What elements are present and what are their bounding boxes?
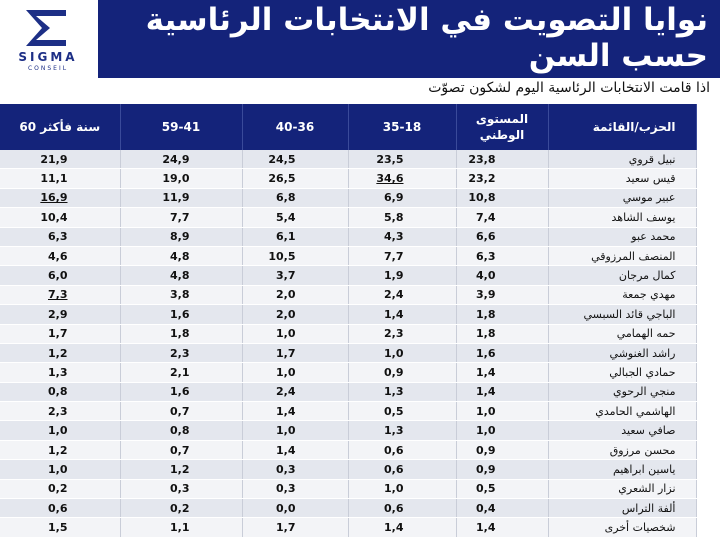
cell-60plus: 1,0 bbox=[0, 460, 120, 479]
cell-national: 1,0 bbox=[456, 421, 548, 440]
cell-41-59: 0,7 bbox=[120, 440, 242, 459]
cell-36-40: 0,3 bbox=[242, 460, 348, 479]
page-title: نوايا التصويت في الانتخابات الرئاسية حسب السن bbox=[145, 2, 708, 74]
cell-party-name: يوسف الشاهد bbox=[548, 208, 696, 227]
cell-60plus: 11,1 bbox=[0, 169, 120, 188]
cell-60plus: 6,3 bbox=[0, 227, 120, 246]
cell-60plus: 1,5 bbox=[0, 518, 120, 537]
cell-national: 0,9 bbox=[456, 460, 548, 479]
table-row bbox=[0, 285, 696, 304]
cell-36-40: 0,3 bbox=[242, 479, 348, 498]
cell-national: 6,6 bbox=[456, 227, 548, 246]
cell-41-59: 1,6 bbox=[120, 382, 242, 401]
cell-36-40: 1,7 bbox=[242, 518, 348, 537]
cell-36-40: 6,1 bbox=[242, 227, 348, 246]
cell-18-35: 1,3 bbox=[348, 421, 456, 440]
cell-18-35: 1,4 bbox=[348, 518, 456, 537]
table-row bbox=[0, 246, 696, 265]
cell-41-59: 4,8 bbox=[120, 246, 242, 265]
cell-60plus: 0,2 bbox=[0, 479, 120, 498]
cell-national: 6,3 bbox=[456, 246, 548, 265]
cell-party-name: الباجي قائد السبسي bbox=[548, 305, 696, 324]
cell-18-35: 4,3 bbox=[348, 227, 456, 246]
table-row bbox=[0, 382, 696, 401]
cell-party-name: قيس سعيد bbox=[548, 169, 696, 188]
cell-party-name: الهاشمي الحامدي bbox=[548, 402, 696, 421]
cell-41-59: 2,3 bbox=[120, 343, 242, 362]
cell-41-59: 24,9 bbox=[120, 150, 242, 169]
cell-41-59: 2,1 bbox=[120, 363, 242, 382]
cell-national: 1,8 bbox=[456, 324, 548, 343]
table-row bbox=[0, 150, 696, 169]
table-row bbox=[0, 518, 696, 537]
cell-party-name: صافي سعيد bbox=[548, 421, 696, 440]
col-header-60plus: 60 سنة فأكثر bbox=[0, 104, 120, 150]
table-row bbox=[0, 324, 696, 343]
table-row bbox=[0, 421, 696, 440]
question-subtitle: اذا قامت الانتخابات الرئاسية اليوم لشكون تصوّت bbox=[428, 80, 710, 96]
cell-60plus: 4,6 bbox=[0, 246, 120, 265]
table-row bbox=[0, 188, 696, 207]
table-row bbox=[0, 208, 696, 227]
cell-41-59: 19,0 bbox=[120, 169, 242, 188]
table-row bbox=[0, 460, 696, 479]
cell-36-40: 3,7 bbox=[242, 266, 348, 285]
table-row bbox=[0, 169, 696, 188]
cell-36-40: 1,7 bbox=[242, 343, 348, 362]
col-header-36-40: 40-36 bbox=[242, 104, 348, 150]
cell-41-59: 0,7 bbox=[120, 402, 242, 421]
table-header-row bbox=[0, 104, 696, 150]
cell-national: 0,4 bbox=[456, 499, 548, 518]
col-header-party: الحزب/القائمة bbox=[548, 104, 696, 150]
cell-41-59: 1,1 bbox=[120, 518, 242, 537]
cell-national: 3,9 bbox=[456, 285, 548, 304]
cell-60plus: 2,3 bbox=[0, 402, 120, 421]
cell-36-40: 26,5 bbox=[242, 169, 348, 188]
cell-party-name: محمد عبو bbox=[548, 227, 696, 246]
cell-60plus: 1,2 bbox=[0, 343, 120, 362]
cell-18-35: 1,3 bbox=[348, 382, 456, 401]
cell-36-40: 1,4 bbox=[242, 402, 348, 421]
cell-60plus: 21,9 bbox=[0, 150, 120, 169]
cell-party-name: راشد الغنوشي bbox=[548, 343, 696, 362]
cell-18-35: 1,0 bbox=[348, 479, 456, 498]
cell-60plus: 10,4 bbox=[0, 208, 120, 227]
cell-36-40: 6,8 bbox=[242, 188, 348, 207]
results-table bbox=[0, 104, 697, 538]
cell-national: 10,8 bbox=[456, 188, 548, 207]
cell-national: 23,2 bbox=[456, 169, 548, 188]
table-row bbox=[0, 227, 696, 246]
cell-national: 1,0 bbox=[456, 402, 548, 421]
cell-18-35: 1,9 bbox=[348, 266, 456, 285]
cell-party-name: حمه الهمامي bbox=[548, 324, 696, 343]
logo-text: SIGMA bbox=[18, 50, 78, 64]
cell-60plus: 0,6 bbox=[0, 499, 120, 518]
cell-41-59: 0,8 bbox=[120, 421, 242, 440]
logo-subtext: CONSEIL bbox=[27, 65, 69, 72]
cell-national: 1,8 bbox=[456, 305, 548, 324]
cell-41-59: 1,8 bbox=[120, 324, 242, 343]
cell-18-35: 5,8 bbox=[348, 208, 456, 227]
cell-41-59: 1,6 bbox=[120, 305, 242, 324]
cell-41-59: 0,2 bbox=[120, 499, 242, 518]
cell-national: 1,6 bbox=[456, 343, 548, 362]
cell-60plus: 0,8 bbox=[0, 382, 120, 401]
table-row bbox=[0, 363, 696, 382]
cell-18-35: 7,7 bbox=[348, 246, 456, 265]
cell-18-35: 34,6 bbox=[348, 169, 456, 188]
cell-36-40: 1,0 bbox=[242, 421, 348, 440]
cell-18-35: 0,6 bbox=[348, 440, 456, 459]
cell-60plus: 2,9 bbox=[0, 305, 120, 324]
cell-41-59: 1,2 bbox=[120, 460, 242, 479]
cell-national: 0,9 bbox=[456, 440, 548, 459]
table-row bbox=[0, 402, 696, 421]
cell-36-40: 10,5 bbox=[242, 246, 348, 265]
cell-national: 1,4 bbox=[456, 518, 548, 537]
cell-60plus: 1,7 bbox=[0, 324, 120, 343]
cell-60plus: 7,3 bbox=[0, 285, 120, 304]
cell-18-35: 0,9 bbox=[348, 363, 456, 382]
cell-36-40: 1,0 bbox=[242, 363, 348, 382]
cell-18-35: 2,4 bbox=[348, 285, 456, 304]
cell-national: 0,5 bbox=[456, 479, 548, 498]
cell-party-name: محسن مرزوق bbox=[548, 440, 696, 459]
sigma-logo bbox=[0, 0, 98, 78]
table-row bbox=[0, 440, 696, 459]
cell-party-name: ياسين ابراهيم bbox=[548, 460, 696, 479]
cell-party-name: نبيل قروي bbox=[548, 150, 696, 169]
cell-party-name: شخصيات أخرى bbox=[548, 518, 696, 537]
table-row bbox=[0, 499, 696, 518]
cell-60plus: 1,3 bbox=[0, 363, 120, 382]
cell-36-40: 1,4 bbox=[242, 440, 348, 459]
sigma-icon bbox=[22, 8, 70, 48]
cell-national: 1,4 bbox=[456, 382, 548, 401]
cell-party-name: عبير موسي bbox=[548, 188, 696, 207]
cell-party-name: مهدي جمعة bbox=[548, 285, 696, 304]
cell-18-35: 0,5 bbox=[348, 402, 456, 421]
cell-36-40: 2,0 bbox=[242, 285, 348, 304]
cell-60plus: 1,0 bbox=[0, 421, 120, 440]
cell-18-35: 0,6 bbox=[348, 460, 456, 479]
cell-party-name: كمال مرجان bbox=[548, 266, 696, 285]
cell-party-name: حمادي الجبالي bbox=[548, 363, 696, 382]
col-header-18-35: 35-18 bbox=[348, 104, 456, 150]
cell-60plus: 1,2 bbox=[0, 440, 120, 459]
cell-41-59: 7,7 bbox=[120, 208, 242, 227]
cell-36-40: 0,0 bbox=[242, 499, 348, 518]
cell-party-name: نزار الشعري bbox=[548, 479, 696, 498]
table-row bbox=[0, 266, 696, 285]
cell-national: 7,4 bbox=[456, 208, 548, 227]
cell-41-59: 11,9 bbox=[120, 188, 242, 207]
cell-national: 23,8 bbox=[456, 150, 548, 169]
cell-18-35: 1,4 bbox=[348, 305, 456, 324]
cell-41-59: 3,8 bbox=[120, 285, 242, 304]
cell-36-40: 2,4 bbox=[242, 382, 348, 401]
cell-party-name: ألفة التراس bbox=[548, 499, 696, 518]
table-row bbox=[0, 305, 696, 324]
cell-36-40: 2,0 bbox=[242, 305, 348, 324]
cell-41-59: 4,8 bbox=[120, 266, 242, 285]
cell-18-35: 6,9 bbox=[348, 188, 456, 207]
cell-60plus: 6,0 bbox=[0, 266, 120, 285]
cell-18-35: 2,3 bbox=[348, 324, 456, 343]
cell-national: 1,4 bbox=[456, 363, 548, 382]
table-row bbox=[0, 343, 696, 362]
cell-60plus: 16,9 bbox=[0, 188, 120, 207]
table-row bbox=[0, 479, 696, 498]
cell-18-35: 1,0 bbox=[348, 343, 456, 362]
cell-36-40: 5,4 bbox=[242, 208, 348, 227]
cell-18-35: 23,5 bbox=[348, 150, 456, 169]
cell-party-name: المنصف المرزوقي bbox=[548, 246, 696, 265]
cell-party-name: منجي الرحوي bbox=[548, 382, 696, 401]
cell-36-40: 24,5 bbox=[242, 150, 348, 169]
cell-41-59: 0,3 bbox=[120, 479, 242, 498]
col-header-national: المستوى الوطني bbox=[456, 104, 548, 150]
cell-41-59: 8,9 bbox=[120, 227, 242, 246]
cell-36-40: 1,0 bbox=[242, 324, 348, 343]
col-header-41-59: 59-41 bbox=[120, 104, 242, 150]
cell-18-35: 0,6 bbox=[348, 499, 456, 518]
header-bar bbox=[0, 0, 720, 78]
cell-national: 4,0 bbox=[456, 266, 548, 285]
